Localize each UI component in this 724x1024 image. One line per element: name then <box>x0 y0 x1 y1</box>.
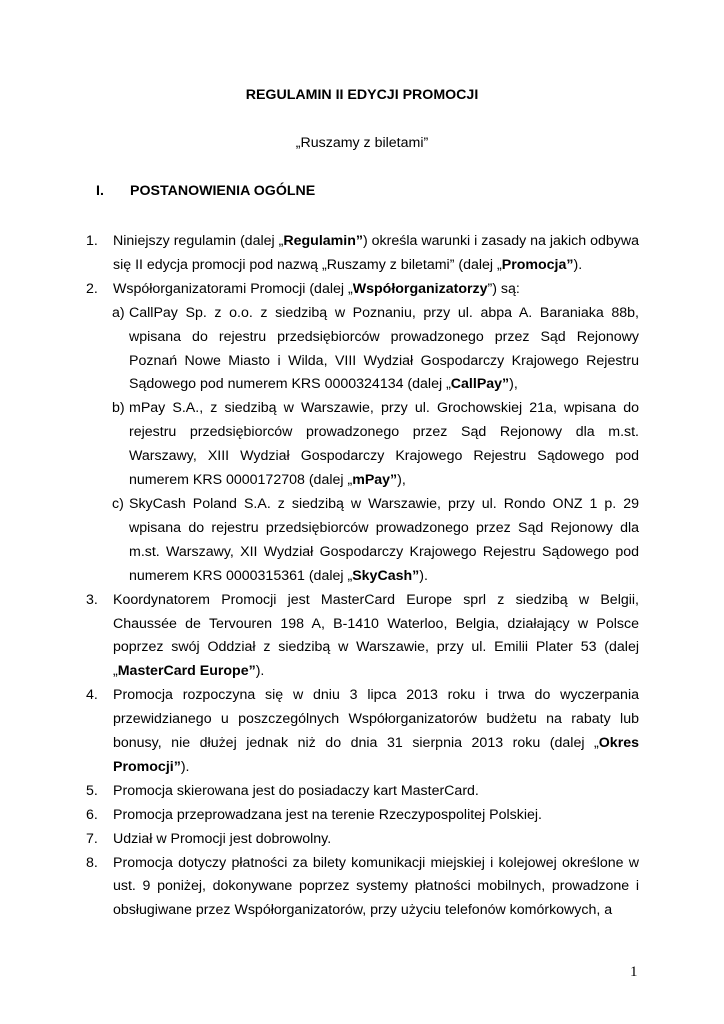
paragraph-list <box>86 230 639 923</box>
item-text: Koordynatorem Promocji jest MasterCard Europe sprl z siedzibą w Belgii, Chaussée de Tervouren 198 A, B-1410 Waterloo, Belgia, działający w Polsce poprzez swój Oddział z siedzibą w Warszawie, przy ul. Emilii Plater 53 (dalej „MasterCard Europe”). <box>113 591 639 680</box>
sub-item-letter: b) <box>112 400 125 417</box>
item-number: 3. <box>86 591 98 608</box>
item-text: Promocja skierowana jest do posiadaczy kart MasterCard. <box>113 782 479 799</box>
item-number: 2. <box>86 280 98 297</box>
item-text: Niniejszy regulamin (dalej „Regulamin”) określa warunki i zasady na jakich odbywa się II edycja promocji pod nazwą „Ruszamy z biletami” (dalej „Promocja”). <box>113 233 640 273</box>
section-number: I. <box>96 183 104 199</box>
list-item <box>86 589 639 685</box>
sub-item-text: SkyCash Poland S.A. z siedzibą w Warszawie, przy ul. Rondo ONZ 1 p. 29 wpisana do rejestru przedsiębiorców prowadzonego przez Sąd Rejonowy dla m.st. Warszawy, XII Wydział Gospodarczy Krajowego Rejestru Sądowego pod numerem KRS 0000315361 (dalej „SkyCash”). <box>129 495 639 584</box>
list-item <box>86 278 639 302</box>
sub-item-text: CallPay Sp. z o.o. z siedzibą w Poznaniu, przy ul. abpa A. Baraniaka 88b, wpisana do rejestru przedsiębiorców prowadzonego przez Sąd Rejonowy Poznań Nowe Miasto i Wilda, VIII Wydział Gospodarczy Krajowego Rejestru Sądowego pod numerem KRS 0000324134 (dalej „CallPay”), <box>129 304 639 393</box>
sub-item <box>112 397 639 493</box>
sub-item <box>112 302 639 398</box>
item-text: Udział w Promocji jest dobrowolny. <box>113 830 332 847</box>
list-item <box>86 852 639 924</box>
sub-item <box>112 493 639 589</box>
sub-item-letter: c) <box>112 495 124 512</box>
item-text: Promocja dotyczy płatności za bilety komunikacji miejskiej i kolejowej określone w ust. 9 poniżej, dokonywane poprzez systemy płatności mobilnych, prowadzone i obsługiwane przez Współorganizatorów, przy użyciu telefonów komórkowych, a <box>113 854 639 919</box>
list-item <box>86 230 639 278</box>
sub-item-text: mPay S.A., z siedzibą w Warszawie, przy ul. Grochowskiej 21a, wpisana do rejestru przedsiębiorców prowadzonego przez Sąd Rejonowy dla m.st. Warszawy, XIII Wydział Gospodarczy Krajowego Rejestru Sądowego pod numerem KRS 0000172708 (dalej „mPay”), <box>129 400 639 489</box>
item-number: 6. <box>86 806 98 823</box>
item-text: Promocja przeprowadzana jest na terenie Rzeczypospolitej Polskiej. <box>113 806 542 823</box>
item-number: 8. <box>86 854 98 871</box>
item-number: 5. <box>86 782 98 799</box>
item-number: 7. <box>86 830 98 847</box>
list-item <box>86 780 639 804</box>
list-item <box>86 684 639 780</box>
document-title: REGULAMIN II EDYCJI PROMOCJI <box>245 87 479 103</box>
item-number: 1. <box>86 233 98 249</box>
item-text: Promocja rozpoczyna się w dniu 3 lipca 2013 roku i trwa do wyczerpania przewidzianego u poszczególnych Współorganizatorów budżetu na rabaty lub bonusy, nie dłużej jednak niż do dnia 31 sierpnia 2013 roku (dalej „Okres Promocji”). <box>113 687 639 775</box>
document-subtitle: „Ruszamy z biletami” <box>295 135 429 151</box>
section-title: POSTANOWIENIA OGÓLNE <box>130 183 316 199</box>
sub-item-letter: a) <box>112 304 125 321</box>
item-number: 4. <box>86 687 98 704</box>
list-item <box>86 828 639 852</box>
list-item <box>86 804 639 828</box>
item-text: Współorganizatorami Promocji (dalej „Współorganizatorzy”) są: <box>113 280 520 297</box>
page-number: 1 <box>630 964 638 980</box>
